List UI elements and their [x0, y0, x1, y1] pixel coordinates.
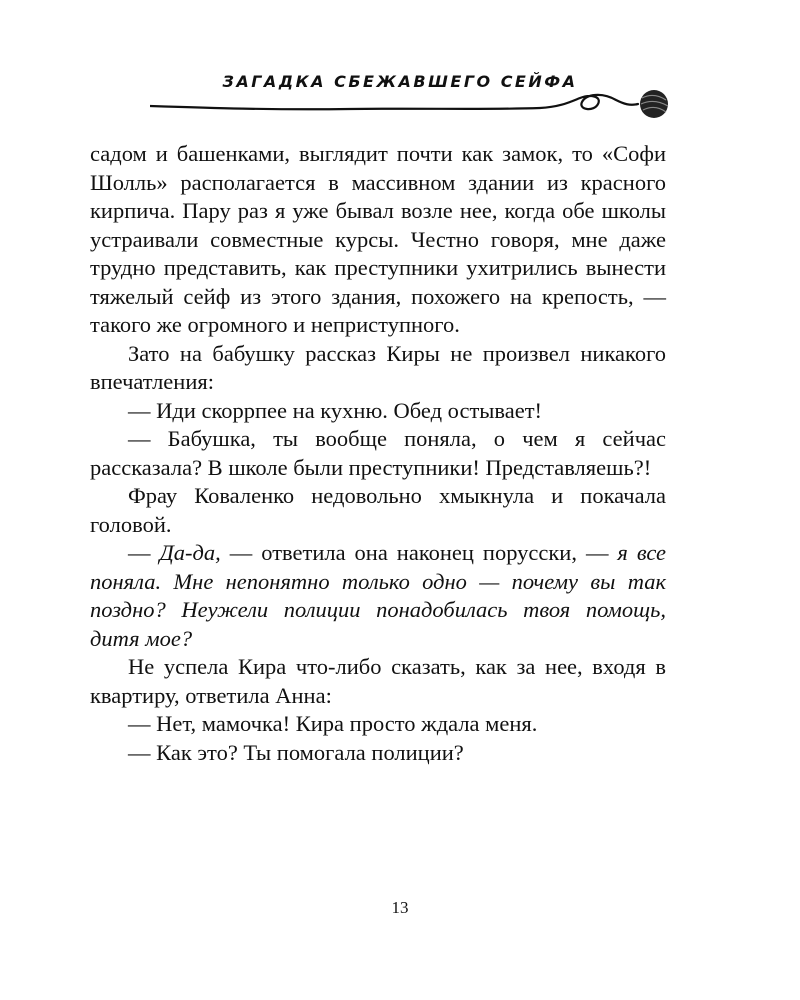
paragraph-9: — Как это? Ты помогала полиции? [128, 739, 464, 765]
body-text [90, 140, 666, 767]
narration: — ответила она наконец порусски, — [220, 540, 618, 565]
paragraph-7: Не успела Кира что-либо сказать, как за нее, входя в квартиру, ответила Анна: [90, 654, 666, 708]
paragraph-8: — Нет, мамочка! Кира просто ждала меня. [128, 711, 538, 736]
running-head: ЗАГАДКА СБЕЖАВШЕГО СЕЙФА [222, 72, 578, 91]
dialogue-dash: — [128, 540, 160, 565]
paragraph-6 [90, 539, 666, 653]
paragraph-2: Зато на бабушку рассказ Киры не произвел никакого впечатления: [90, 340, 666, 394]
italic-speech-2: я все поняла. Мне непонятно только одно — почему вы так поздно? Неужели полиции понадобилась твоя помощь, дитя мое? [90, 540, 666, 651]
paragraph-3: — Иди скоррпее на кухню. Обед остывает! [128, 397, 543, 423]
paragraph-4: — Бабушка, ты вообще поняла, о чем я сейчас рассказала? В школе были преступники! Представляешь?! [90, 426, 666, 480]
yarn-thread-ornament-icon [150, 88, 690, 124]
italic-speech-1: Да-да, [159, 540, 221, 565]
paragraph-5: Фрау Коваленко недовольно хмыкнула и покачала головой. [90, 483, 666, 537]
paragraph-1: садом и башенками, выглядит почти как замок, то «Софи Шолль» располагается в массивном здании из красного кирпича. Пару раз я уже бывал возле нее, когда обе школы устраивали совместные курсы. Честно говоря, мне даже трудно представить, как преступники ухитрились вынести тяжелый сейф из этого здания, похожего на крепость, — такого же огромного и неприступного. [90, 141, 666, 337]
page-number: 13 [391, 898, 409, 917]
